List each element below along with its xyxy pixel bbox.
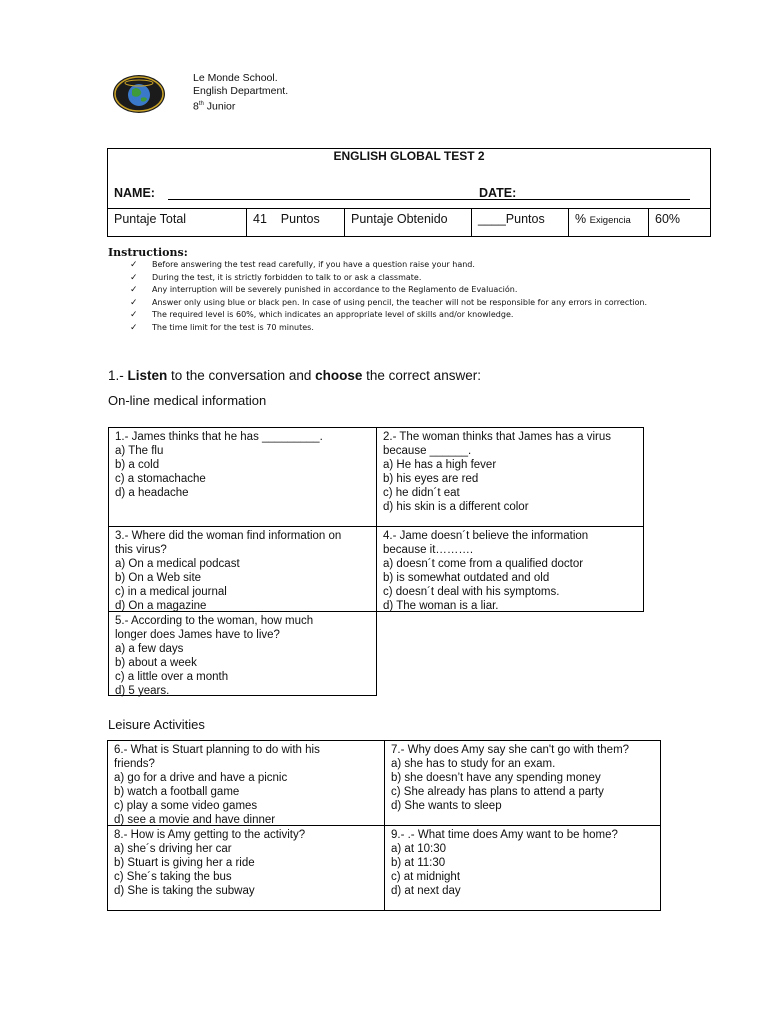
section2-subtitle: Leisure Activities (108, 717, 205, 732)
section1-heading (108, 368, 481, 383)
obtained-score-label: Puntaje Obtenido (345, 209, 472, 237)
question-text: 6.- What is Stuart planning to do with his (114, 744, 320, 756)
instruction-item (130, 272, 670, 285)
question-1 (108, 427, 377, 527)
answer-option[interactable]: d) a headache (115, 487, 189, 499)
answer-option[interactable]: d) at next day (391, 885, 461, 897)
exigencia-label: Exigencia (589, 215, 631, 226)
answer-option[interactable]: d) The woman is a liar. (383, 600, 499, 612)
checkmark-icon: ✓ (130, 322, 138, 333)
instruction-text: The time limit for the test is 70 minutes. (152, 322, 314, 332)
question-text: 5.- According to the woman, how much (115, 615, 314, 627)
heading-end: the correct answer: (362, 368, 481, 383)
question-4 (376, 526, 644, 612)
answer-option[interactable]: d) She is taking the subway (114, 885, 255, 897)
name-line[interactable] (168, 199, 578, 200)
question-text: 8.- How is Amy getting to the activity? (114, 829, 306, 841)
question-text: 4.- Jame doesn´t believe the information (383, 530, 589, 542)
question-text: because it………. (383, 544, 474, 556)
answer-option[interactable]: b) Stuart is giving her a ride (114, 857, 255, 869)
level-word: Junior (203, 100, 236, 113)
answer-option[interactable]: a) she has to study for an exam. (391, 758, 556, 770)
answer-option[interactable]: c) play a some video games (114, 800, 258, 812)
checkmark-icon: ✓ (130, 310, 138, 320)
answer-option[interactable]: b) his eyes are red (383, 473, 479, 485)
question-2 (376, 427, 644, 527)
answer-option[interactable]: c) at midnight (391, 871, 461, 883)
question-7 (384, 740, 661, 826)
school-name: Le Monde School. (193, 72, 278, 84)
level (193, 98, 288, 114)
instruction-text: During the test, it is strictly forbidden to talk to or ask a classmate. (152, 272, 422, 282)
instruction-text: The required level is 60%, which indicates an appropriate level of skills and/or knowledge. (152, 310, 514, 319)
question-text: because ______. (383, 445, 472, 457)
instructions-title: Instructions: (108, 246, 188, 259)
checkmark-icon: ✓ (130, 285, 138, 295)
answer-option[interactable]: b) she doesn’t have any spending money (391, 772, 601, 784)
question-text: 7.- Why does Amy say she can't go with them? (391, 744, 630, 756)
total-score-label: Puntaje Total (108, 209, 247, 237)
answer-option[interactable]: b) a cold (115, 459, 160, 471)
checkmark-icon: ✓ (130, 272, 138, 283)
answer-option[interactable]: b) is somewhat outdated and old (383, 572, 550, 584)
answer-option[interactable]: a) The flu (115, 445, 164, 457)
answer-option[interactable]: d) see a movie and have dinner (114, 814, 276, 826)
question-9 (384, 825, 661, 911)
instruction-item (130, 309, 670, 322)
instructions-list (130, 259, 670, 334)
instruction-text: Answer only using blue or black pen. In case of using pencil, the teacher will not be responsible for any errors in correction. (152, 297, 648, 307)
score-row (108, 208, 710, 237)
question-6 (107, 740, 385, 826)
checkmark-icon: ✓ (130, 260, 138, 270)
answer-option[interactable]: a) doesn´t come from a qualified doctor (383, 558, 584, 570)
question-text: 1.- James thinks that he has _________. (115, 431, 323, 443)
question-text: this virus? (115, 544, 167, 556)
school-logo (112, 74, 166, 114)
school-header (193, 72, 288, 114)
question-text: 9.- .- What time does Amy want to be home? (391, 829, 618, 841)
answer-option[interactable]: b) at 11:30 (391, 857, 446, 869)
question-text: longer does James have to live? (115, 629, 280, 641)
date-label: DATE: (479, 186, 517, 200)
instruction-item (130, 297, 670, 310)
answer-option[interactable]: c) in a medical journal (115, 586, 227, 598)
question-text: 3.- Where did the woman find information on (115, 530, 342, 542)
total-points: 41 Puntos (247, 209, 345, 237)
answer-option[interactable]: d) his skin is a different color (383, 501, 529, 513)
answer-option[interactable]: a) On a medical podcast (115, 558, 240, 570)
instruction-item (130, 322, 670, 335)
question-text: friends? (114, 758, 155, 770)
answer-option[interactable]: c) a stomachache (115, 473, 206, 485)
heading-middle: to the conversation and (167, 368, 316, 383)
section1-number: 1.- (108, 368, 128, 383)
question-8 (107, 825, 385, 911)
answer-option[interactable]: c) he didn´t eat (383, 487, 460, 499)
date-line[interactable] (522, 199, 690, 200)
test-title: ENGLISH GLOBAL TEST 2 (333, 149, 485, 163)
answer-option[interactable]: a) go for a drive and have a picnic (114, 772, 288, 784)
question-3 (108, 526, 377, 612)
listen-word: Listen (127, 368, 168, 383)
department-name: English Department. (193, 85, 289, 97)
level-suffix: th (198, 101, 204, 107)
instruction-text: Before answering the test read carefully, if you have a question raise your hand. (152, 260, 475, 269)
answer-option[interactable]: b) watch a football game (114, 786, 240, 798)
answer-option[interactable]: a) He has a high fever (383, 459, 497, 471)
name-label: NAME: (114, 186, 155, 200)
question-text: 2.- The woman thinks that James has a virus (383, 431, 611, 443)
answer-option[interactable]: b) about a week (115, 657, 197, 669)
level-number: 8 (193, 100, 199, 113)
choose-word: choose (315, 368, 363, 383)
question-5 (108, 611, 377, 696)
answer-option[interactable]: a) she´s driving her car (114, 843, 232, 855)
requirement-value: 60% (655, 212, 681, 226)
answer-option[interactable]: d) She wants to sleep (391, 800, 502, 812)
requirement-label (569, 209, 649, 237)
answer-option[interactable]: c) a little over a month (115, 671, 229, 683)
instruction-item (130, 284, 670, 297)
section1-subtitle: On-line medical information (108, 393, 267, 408)
instruction-text: Any interruption will be severely punished in accordance to the Reglamento de Evaluación. (152, 285, 518, 294)
checkmark-icon: ✓ (130, 297, 138, 308)
answer-option[interactable]: b) On a Web site (115, 572, 202, 584)
answer-option[interactable]: d) On a magazine (115, 600, 207, 612)
obtained-points-blank[interactable]: ____Puntos (472, 209, 569, 237)
answer-option[interactable]: c) She already has plans to attend a party (391, 786, 604, 798)
answer-option[interactable]: c) doesn´t deal with his symptoms. (383, 586, 560, 598)
answer-option[interactable]: c) She´s taking the bus (114, 871, 232, 883)
instruction-item (130, 259, 670, 272)
answer-option[interactable]: d) 5 years. (115, 685, 170, 697)
percent-sign: % (575, 212, 587, 226)
answer-option[interactable]: a) a few days (115, 643, 184, 655)
test-info-table (107, 148, 711, 237)
answer-option[interactable]: a) at 10:30 (391, 843, 446, 855)
